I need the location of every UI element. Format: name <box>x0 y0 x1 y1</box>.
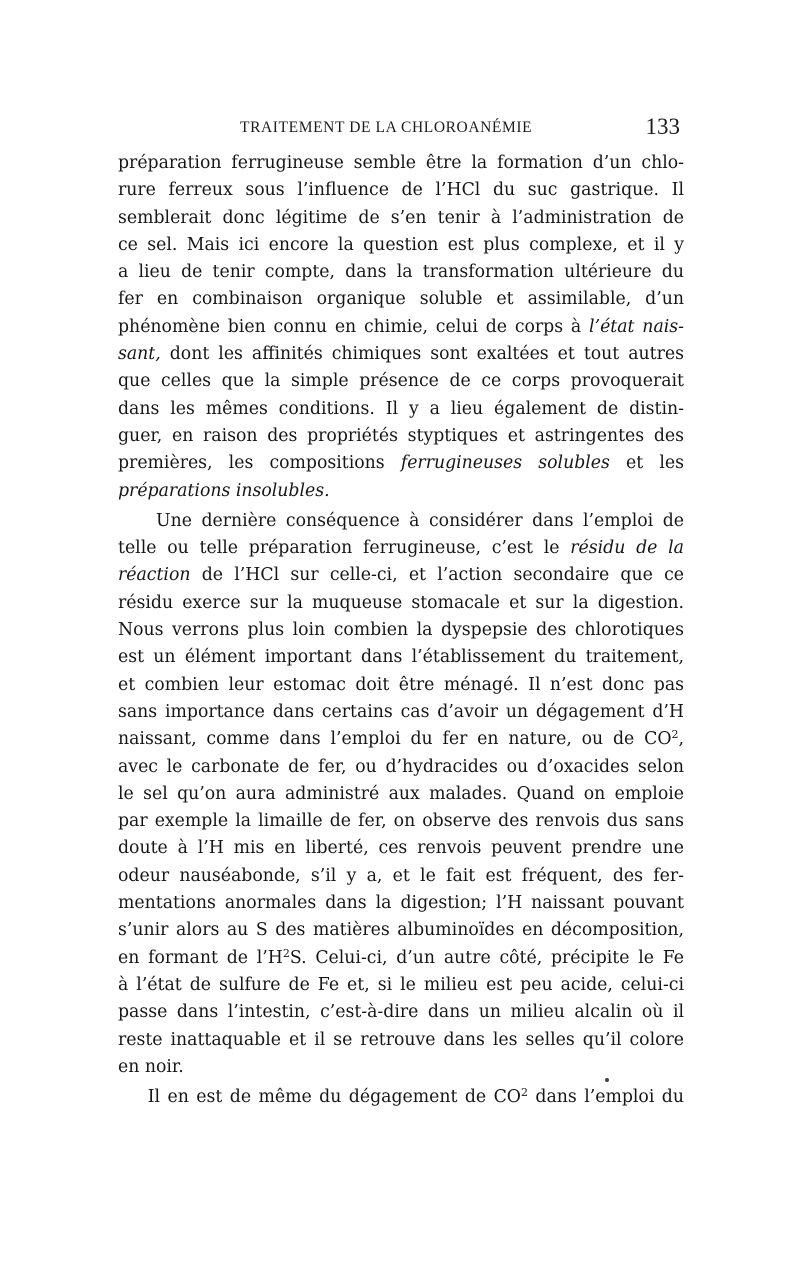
text-line <box>118 341 684 368</box>
text-line <box>118 672 684 699</box>
text-segment: Une dernière conséquence à considérer dans l’emploi de <box>118 510 684 531</box>
text-line <box>118 478 684 505</box>
text-segment: le sel qu’on aura administré aux malades. Quand on emploie <box>118 783 684 804</box>
text-line <box>118 205 684 232</box>
text-line <box>118 863 684 890</box>
text-line <box>118 396 684 423</box>
text-segment: ce sel. Mais ici encore la question est plus complexe, et il y <box>118 234 684 255</box>
text-segment: et combien leur estomac doit être ménagé. Il n’est donc pas <box>118 674 684 695</box>
text-segment: que celles que la simple présence de ce corps provoquerait <box>118 371 684 392</box>
text-segment: doute à l’H mis en liberté, ces renvois peuvent prendre une <box>118 838 684 859</box>
text-line <box>118 890 684 917</box>
text-segment: sans importance dans certains cas d’avoir un dégagement d’H <box>118 701 684 722</box>
text-segment: Nous verrons plus loin combien la dyspepsie des chlorotiques <box>118 620 684 641</box>
text-segment: rure ferreux sous l’influence de l’HCl du suc gastrique. Il <box>118 180 684 201</box>
text-line <box>118 508 684 535</box>
italic-text: l’état nais- <box>589 316 684 337</box>
text-segment: dans l’emploi du <box>527 1087 684 1108</box>
text-segment: à l’état de sulfure de Fe et, si le milieu est peu acide, celui-ci <box>118 974 684 995</box>
italic-text: sant, <box>118 344 161 365</box>
text-segment: en formant de l’H <box>118 947 283 968</box>
text-segment: naissant, comme dans l’emploi du fer en nature, ou de CO <box>118 729 672 750</box>
text-line <box>118 644 684 671</box>
italic-text: préparations insolubles. <box>118 480 330 501</box>
text-segment: est un élément important dans l’établissement du traitement, <box>118 647 684 668</box>
italic-text: réaction <box>118 565 191 586</box>
text-line <box>118 535 684 562</box>
text-line <box>118 917 684 944</box>
text-segment: guer, en raison des propriétés styptiques et astringentes des <box>118 425 684 446</box>
text-line <box>118 945 684 972</box>
text-line <box>118 590 684 617</box>
text-line <box>118 999 684 1026</box>
text-segment: Il en est de même du dégagement de CO <box>118 1087 521 1108</box>
text-segment: mentations anormales dans la digestion; l’H naissant pouvant <box>118 893 684 914</box>
text-line <box>118 232 684 259</box>
text-line <box>118 835 684 862</box>
print-speck <box>605 1078 609 1082</box>
text-line <box>118 972 684 999</box>
text-segment: passe dans l’intestin, c’est-à-dire dans un milieu alcalin où il <box>118 1002 684 1023</box>
running-header <box>118 114 680 144</box>
text-line <box>118 562 684 589</box>
text-segment: préparation ferrugineuse semble être la formation d’un chlo- <box>118 153 684 173</box>
text-segment: odeur nauséabonde, s’il y a, et le fait est fréquent, des fer- <box>118 865 684 886</box>
text-line <box>118 1054 684 1081</box>
text-segment: a lieu de tenir compte, dans la transformation ultérieure du <box>118 262 684 283</box>
text-segment: , <box>678 729 684 750</box>
italic-text: résidu de la <box>570 538 684 559</box>
text-segment: par exemple la limaille de fer, on observe des renvois dus sans <box>118 811 684 832</box>
text-line <box>118 450 684 477</box>
text-line <box>118 177 684 204</box>
text-line <box>118 1084 684 1111</box>
text-line <box>118 699 684 726</box>
running-title: TRAITEMENT DE LA CHLOROANÉMIE <box>240 119 533 136</box>
text-line <box>118 781 684 808</box>
text-line <box>118 754 684 781</box>
text-segment: premières, les compositions <box>118 453 401 474</box>
text-line <box>118 423 684 450</box>
text-segment: dans les mêmes conditions. Il y a lieu également de distin- <box>118 398 684 419</box>
text-line <box>118 726 684 753</box>
text-line <box>118 259 684 286</box>
text-line <box>118 368 684 395</box>
text-segment: avec le carbonate de fer, ou d’hydracides ou d’oxacides selon <box>118 756 684 777</box>
text-segment: dont les affinités chimiques sont exaltées et tout autres <box>160 344 684 365</box>
text-segment: résidu exerce sur la muqueuse stomacale et sur la digestion. <box>118 592 684 613</box>
text-line <box>118 808 684 835</box>
italic-text: ferrugineuses solubles <box>400 453 610 474</box>
text-line <box>118 314 684 341</box>
text-segment: fer en combinaison organique soluble et assimilable, d’un <box>118 289 684 310</box>
superscript: 2 <box>671 728 679 742</box>
text-segment: S. Celui-ci, d’un autre côté, précipite le Fe <box>289 947 685 968</box>
text-segment: reste inattaquable et il se retrouve dans les selles qu’il colore <box>118 1029 684 1050</box>
page-number: 133 <box>645 114 680 139</box>
superscript: 2 <box>282 946 290 960</box>
text-segment: phénomène bien connu en chimie, celui de corps à <box>118 316 590 337</box>
text-segment: et les <box>609 453 684 474</box>
superscript: 2 <box>520 1086 528 1100</box>
text-segment: en noir. <box>118 1056 184 1077</box>
text-line <box>118 1027 684 1054</box>
text-line <box>118 286 684 313</box>
text-segment: s’unir alors au S des matières albuminoïdes en décomposition, <box>118 920 684 941</box>
text-segment: de l’HCl sur celle-ci, et l’action secondaire que ce <box>190 565 684 586</box>
text-segment: semblerait donc légitime de s’en tenir à l’administration de <box>118 207 684 228</box>
text-line <box>118 617 684 644</box>
text-segment: telle ou telle préparation ferrugineuse, c’est le <box>118 538 571 559</box>
body-text <box>118 150 684 1111</box>
text-line <box>118 150 684 177</box>
